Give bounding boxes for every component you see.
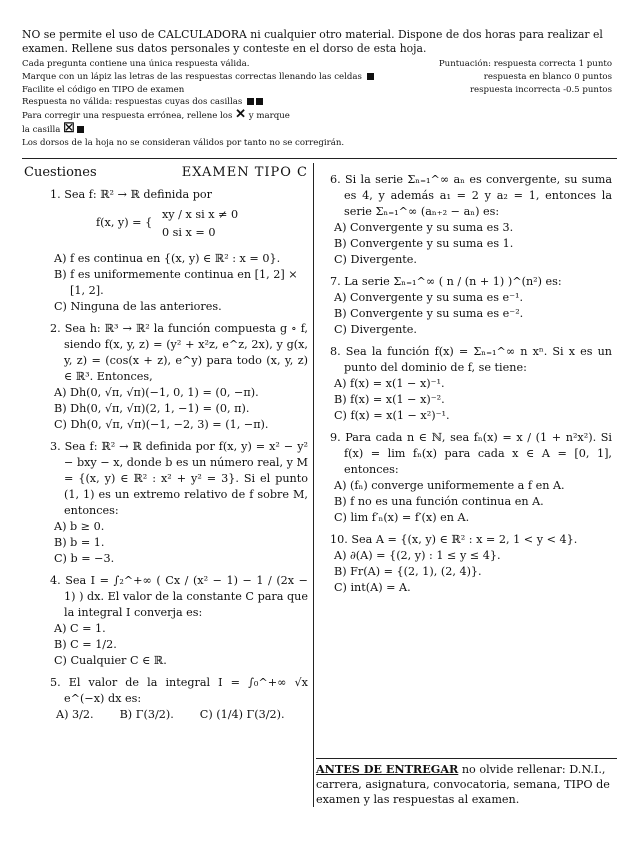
score-blank: respuesta en blanco 0 puntos (483, 71, 612, 82)
piece-1: xy / x si x ≠ 0 (162, 208, 239, 221)
option-10c[interactable]: C) int(A) = A. (334, 581, 411, 594)
option-8b[interactable]: B) f(x) = x(1 − x)⁻². (334, 393, 445, 406)
question-7-stem: 7. La serie Σₙ₌₁^∞ ( n / (n + 1) )^(n²) es: (330, 275, 562, 288)
question-2-stem: 2. Sea h: ℝ³ → ℝ² la función compuesta g ∘ f, siendo f(x, y, z) = (y² + x²z, e^z, 2x), y g(x, y, z) = (cos(x + z), e^y) para todo (x, y, z) ∈ ℝ³. Entonces, (50, 322, 308, 383)
rule-3: Facilite el código en TIPO de examen (22, 84, 185, 95)
question-10-stem: 10. Sea A = {(x, y) ∈ ℝ² : x = 2, 1 < y < 4}. (330, 533, 578, 546)
rule-2: Marque con un lápiz las letras de las respuestas correctas llenando las celdas (22, 71, 362, 82)
reminder-bold: ANTES DE ENTREGAR (316, 762, 459, 776)
question-3-stem: 3. Sea f: ℝ² → ℝ definida por f(x, y) = x² − y² − bxy − x, donde b es un número real, y M = {(x, y) ∈ ℝ² : x² + y² = 3}. Si el punto (1, 1) es un extremo relativo de f sobre M, entonces: (50, 440, 308, 517)
question-4-stem: 4. Sea I = ∫₂^+∞ ( Cx / (x² − 1) − 1 / (2x − 1) ) dx. El valor de la constante C para que la integral I converja es: (50, 574, 308, 619)
instructions-header (22, 28, 616, 56)
rule-5b: y marque (246, 111, 290, 122)
question-4 (50, 573, 308, 669)
option-9b[interactable]: B) f no es una función continua en A. (334, 495, 544, 508)
filled-square-icon (367, 73, 374, 80)
option-6a[interactable]: A) Convergente y su suma es 3. (334, 221, 514, 234)
question-6 (330, 172, 612, 268)
piecewise-definition (50, 203, 308, 251)
option-4a[interactable]: A) C = 1. (54, 622, 106, 635)
right-column (330, 172, 612, 602)
footer-divider (316, 758, 617, 759)
instructions-line-1: NO se permite el uso de CALCULADORA ni cualquier otro material. Dispone de dos horas para realizar el (22, 28, 603, 41)
option-10a[interactable]: A) ∂(A) = {(2, y) : 1 ≤ y ≤ 4}. (334, 549, 501, 562)
option-7c[interactable]: C) Divergente. (334, 323, 417, 336)
rule-7: Los dorsos de la hoja no se consideran válidos por tanto no se corregirán. (22, 137, 345, 148)
exam-header (22, 165, 308, 187)
question-5 (50, 675, 308, 723)
option-5c[interactable]: C) (1/4) Γ(3/2). (199, 708, 285, 721)
option-10b[interactable]: B) Fr(A) = {(2, 1), (2, 4)}. (334, 565, 482, 578)
question-1-stem: 1. Sea f: ℝ² → ℝ definida por (50, 188, 212, 201)
question-7 (330, 274, 612, 338)
option-6c[interactable]: C) Divergente. (334, 253, 417, 266)
option-1a[interactable]: A) f es continua en {(x, y) ∈ ℝ² : x = 0}. (54, 252, 281, 265)
option-3c[interactable]: C) b = −3. (54, 552, 115, 565)
question-8-stem: 8. Sea la función f(x) = Σₙ₌₁^∞ n xⁿ. Si x es un punto del dominio de f, se tiene: (330, 345, 612, 374)
option-9a[interactable]: A) (fₙ) converge uniformemente a f en A. (334, 479, 565, 492)
question-1 (50, 187, 308, 315)
rule-4: Respuesta no válida: respuestas cuyas dos casillas (22, 97, 243, 108)
filled-square-icon (247, 98, 254, 105)
column-divider (313, 163, 314, 807)
option-3a[interactable]: A) b ≥ 0. (54, 520, 105, 533)
rule-5: Para corregir una respuesta errónea, rellene los (22, 111, 236, 122)
filled-square-icon (77, 126, 84, 133)
rule-1: Cada pregunta contiene una única respuesta válida. (22, 59, 250, 69)
exam-type-title: EXAMEN TIPO C (181, 165, 308, 180)
option-7a[interactable]: A) Convergente y su suma es e⁻¹. (334, 291, 524, 304)
option-5b[interactable]: B) Γ(3/2). (119, 708, 174, 721)
option-4b[interactable]: B) C = 1/2. (54, 638, 117, 651)
filled-square-icon (256, 98, 263, 105)
question-9-stem: 9. Para cada n ∈ ℕ, sea fₙ(x) = x / (1 + n²x²). Si f(x) = lim fₙ(x) para cada x ∈ A = [0, 1], entonces: (330, 431, 612, 476)
rules-list (22, 58, 622, 150)
piece-2: 0 si x = 0 (162, 226, 216, 239)
score-correct: Puntuación: respuesta correcta 1 punto (438, 59, 612, 69)
reminder-text: no olvide rellenar: D.N.I., carrera, asignatura, convocatoria, semana, TIPO de examen y las respuestas al examen. (316, 763, 610, 806)
option-8c[interactable]: C) f(x) = x(1 − x²)⁻¹. (334, 409, 450, 422)
question-9 (330, 430, 612, 526)
option-1b[interactable]: B) f es uniformemente continua en [1, 2] × [1, 2]. (54, 268, 298, 297)
question-10 (330, 532, 612, 596)
submission-reminder (316, 762, 616, 807)
option-2c[interactable]: C) Dh(0, √π, √π)(−1, −2, 3) = (1, −π). (54, 418, 269, 431)
question-8 (330, 344, 612, 424)
left-questions (22, 187, 308, 723)
option-2b[interactable]: B) Dh(0, √π, √π)(2, 1, −1) = (0, π). (54, 402, 250, 415)
section-title: Cuestiones (24, 165, 97, 180)
option-2a[interactable]: A) Dh(0, √π, √π)(−1, 0, 1) = (0, −π). (54, 386, 259, 399)
question-5-stem: 5. El valor de la integral I = ∫₀^+∞ √x e^(−x) dx es: (50, 676, 308, 705)
instructions-line-2: examen. Rellene sus datos personales y conteste en el dorso de esta hoja. (22, 42, 427, 55)
question-2 (50, 321, 308, 433)
option-8a[interactable]: A) f(x) = x(1 − x)⁻¹. (334, 377, 445, 390)
crossed-box-icon: ☒ (63, 120, 75, 136)
option-1c[interactable]: C) Ninguna de las anteriores. (54, 300, 222, 313)
question-5-options (50, 707, 308, 723)
option-4c[interactable]: C) Cualquier C ∈ ℝ. (54, 654, 167, 667)
left-column (22, 165, 308, 729)
score-wrong: respuesta incorrecta -0.5 puntos (469, 84, 612, 95)
question-6-stem: 6. Si la serie Σₙ₌₁^∞ aₙ es convergente, su suma es 4, y además a₁ = 2 y a₂ = 1, entonces la serie Σₙ₌₁^∞ (aₙ₊₂ − aₙ) es: (330, 173, 612, 218)
option-9c[interactable]: C) lim f′ₙ(x) = f′(x) en A. (334, 511, 470, 524)
option-5a[interactable]: A) 3/2. (56, 708, 94, 721)
question-3 (50, 439, 308, 567)
cross-mark-icon: ✕ (235, 107, 247, 123)
option-3b[interactable]: B) b = 1. (54, 536, 105, 549)
divider-top (22, 158, 617, 159)
option-6b[interactable]: B) Convergente y su suma es 1. (334, 237, 514, 250)
piecewise-lhs: f(x, y) = { (96, 216, 153, 229)
rule-6: la casilla (22, 124, 61, 135)
option-7b[interactable]: B) Convergente y su suma es e⁻². (334, 307, 524, 320)
